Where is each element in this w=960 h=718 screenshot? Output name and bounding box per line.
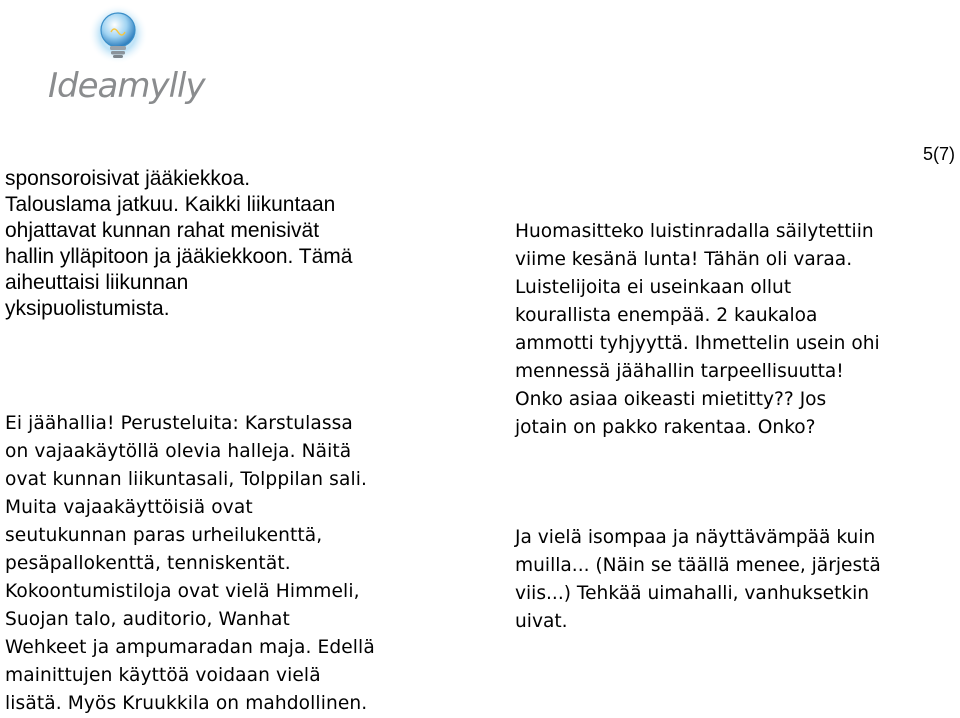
text-line: Huomasitteko luistinradalla säilytettiin (515, 221, 874, 242)
left-top-paragraph (5, 166, 465, 322)
text-line: Ja vielä isompaa ja näyttävämpää kuin (515, 527, 876, 548)
text-line: seutukunnan paras urheilukenttä, (5, 525, 323, 546)
text-line: lisätä. Myös Kruukkila on mahdollinen. (5, 693, 368, 714)
text-line: pesäpallokenttä, tenniskentät. (5, 553, 291, 574)
text-line: ohjattavat kunnan rahat menisivät (5, 219, 320, 242)
text-line: mennessä jäähallin tarpeellisuutta! (515, 361, 844, 382)
text-line: Muita vajaakäyttöisiä ovat (5, 497, 253, 518)
ideamylly-logo (40, 4, 205, 110)
page-number: 5(7) (922, 144, 955, 164)
right-second-paragraph (515, 524, 955, 636)
text-line: viime kesänä lunta! Tähän oli varaa. (515, 249, 853, 270)
text-line: Suojan talo, auditorio, Wanhat (5, 609, 290, 630)
text-line: hallin ylläpitoon ja jääkiekkoon. Tämä (5, 245, 353, 268)
text-line: ovat kunnan liikuntasali, Tolppilan sali. (5, 469, 367, 490)
text-line: uivat. (515, 611, 568, 632)
text-line: kourallista enempää. 2 kaukaloa (515, 305, 818, 326)
text-line: jotain on pakko rakentaa. Onko? (515, 417, 816, 438)
right-first-paragraph (515, 218, 955, 442)
text-line: Wehkeet ja ampumaradan maja. Edellä (5, 637, 375, 658)
text-line: sponsoroisivat jääkiekkoa. (5, 167, 251, 190)
text-line: mainittujen käyttöä voidaan vielä (5, 665, 321, 686)
text-line: on vajaakäytöllä olevia halleja. Näitä (5, 441, 352, 462)
text-line: yksipuolistumista. (5, 297, 170, 320)
text-line: viis...) Tehkää uimahalli, vanhuksetkin (515, 583, 870, 604)
text-line: Talouslama jatkuu. Kaikki liikuntaan (5, 193, 336, 216)
text-line: aiheuttaisi liikunnan (5, 271, 189, 294)
text-line: ammotti tyhjyyttä. Ihmettelin usein ohi (515, 333, 880, 354)
text-line: Ei jäähallia! Perusteluita: Karstulassa (5, 413, 353, 434)
text-line: Kokoontumistiloja ovat vielä Himmeli, (5, 581, 360, 602)
text-line: Onko asiaa oikeasti mietitty?? Jos (515, 389, 827, 410)
text-line: muilla... (Näin se täällä menee, järjestä (515, 555, 881, 576)
left-bottom-paragraph (5, 410, 475, 718)
logo-wordmark: Ideamylly (48, 66, 205, 106)
text-line: Luistelijoita ei useinkaan ollut (515, 277, 792, 298)
